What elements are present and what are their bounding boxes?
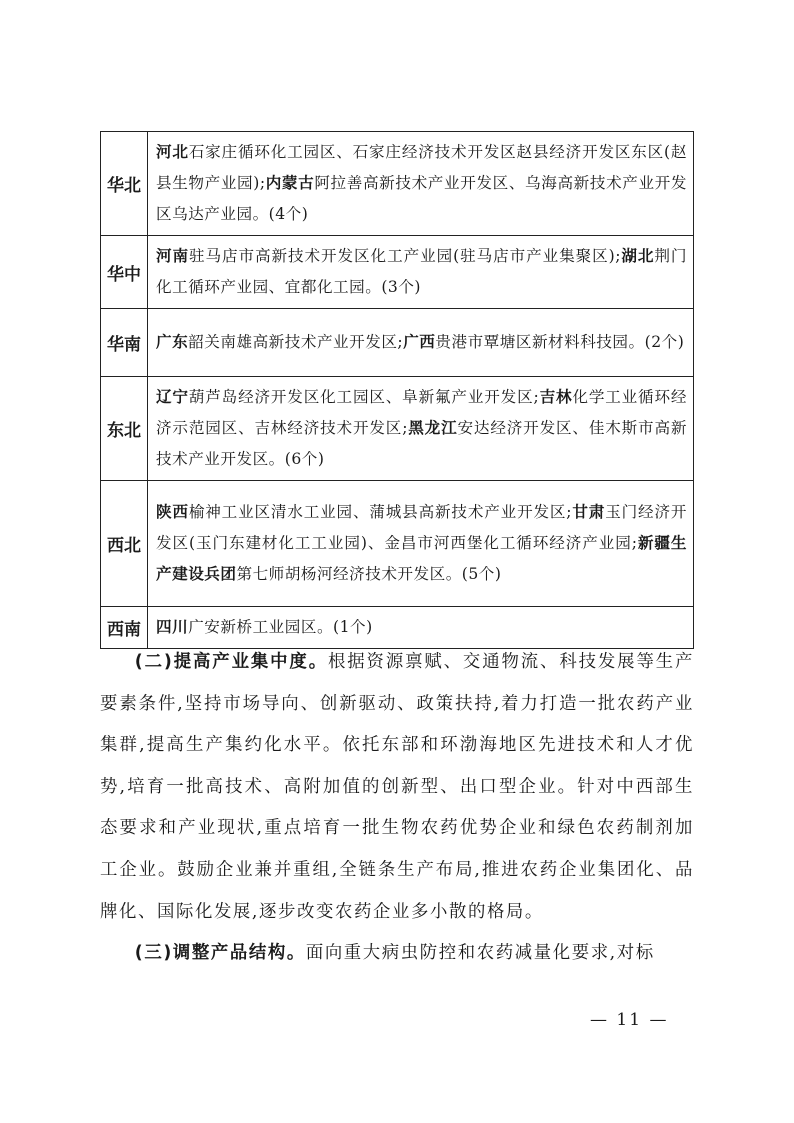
province-name: 广东 [156,333,189,351]
paragraph [100,933,694,975]
table-row [101,309,694,377]
table-row [101,377,694,481]
province-name: 内蒙古 [265,174,315,192]
province-name: 陕西 [156,503,189,521]
park-list: 贵港市覃塘区新材料科技园。(2个) [435,333,685,351]
province-name: 四川 [156,618,189,636]
region-cell: 华南 [101,309,148,377]
province-name: 辽宁 [156,388,189,406]
table-row [101,132,694,236]
region-cell: 东北 [101,377,148,481]
province-name: 甘肃 [572,503,606,521]
region-content [148,236,694,309]
paragraph [100,642,694,933]
region-cell: 华中 [101,236,148,309]
region-content [148,481,694,607]
park-list: 化学工业循环经济示范园区、吉林经济技术开发区; [156,388,687,437]
park-list: 韶关南雄高新技术产业开发区; [188,333,404,351]
region-content [148,132,694,236]
body-text [100,642,694,975]
section-heading: (二)提高产业集中度。 [134,652,328,672]
park-list: 石家庄循环化工园区、石家庄经济技术开发区赵县经济开发区东区(赵县生物产业园); [156,143,687,192]
region-cell: 西北 [101,481,148,607]
province-name: 湖北 [620,247,655,265]
park-list: 荆门化工循环产业园、宜都化工园。(3个) [156,247,687,296]
park-list: 广安新桥工业园区。(1个) [188,618,373,636]
page-number: — 11 — [590,1010,669,1030]
province-name: 黑龙江 [407,419,458,437]
region-cell: 华北 [101,132,148,236]
region-content [148,377,694,481]
table-row [101,481,694,607]
park-list: 驻马店市高新技术开发区化工产业园(驻马店市产业集聚区); [189,247,621,265]
province-name: 新疆生产建设兵团 [156,534,687,583]
park-list: 榆神工业区清水工业园、蒲城县高新技术产业开发区; [188,503,573,521]
paragraph-text: 根据资源禀赋、交通物流、科技发展等生产要素条件,坚持市场导向、创新驱动、政策扶持,着力打造一批农药产业集群,提高生产集约化水平。依托东部和环渤海地区先进技术和人才优势,培育一批高技术、高附加值的创新型、出口型企业。针对中西部生态要求和产业现状,重点培育一批生物农药优势企业和绿色农药制剂加工企业。鼓励企业兼并重组,全链条生产布局,推进农药企业集团化、品牌化、国际化发展,逐步改变农药企业多小散的格局。 [100,652,694,922]
table-row [101,236,694,309]
region-cell: 西南 [101,607,148,649]
province-name: 河南 [156,247,190,265]
province-name: 广西 [403,333,436,351]
park-list: 阿拉善高新技术产业开发区、乌海高新技术产业开发区乌达产业园。(4个) [156,174,687,223]
park-list: 第七师胡杨河经济技术开发区。(5个) [236,565,502,583]
section-heading: (三)调整产品结构。 [134,943,306,964]
industrial-park-table [100,131,694,649]
park-list: 葫芦岛经济开发区化工园区、阜新氟产业开发区; [188,388,540,406]
park-list: 玉门经济开发区(玉门东建材化工工业园)、金昌市河西堡化工循环经济产业园; [156,503,687,552]
province-name: 河北 [156,143,189,161]
region-content [148,309,694,377]
park-list: 安达经济开发区、佳木斯市高新技术产业开发区。(6个) [156,419,687,468]
province-name: 吉林 [539,388,573,406]
paragraph-text: 面向重大病虫防控和农药减量化要求,对标 [305,943,655,964]
